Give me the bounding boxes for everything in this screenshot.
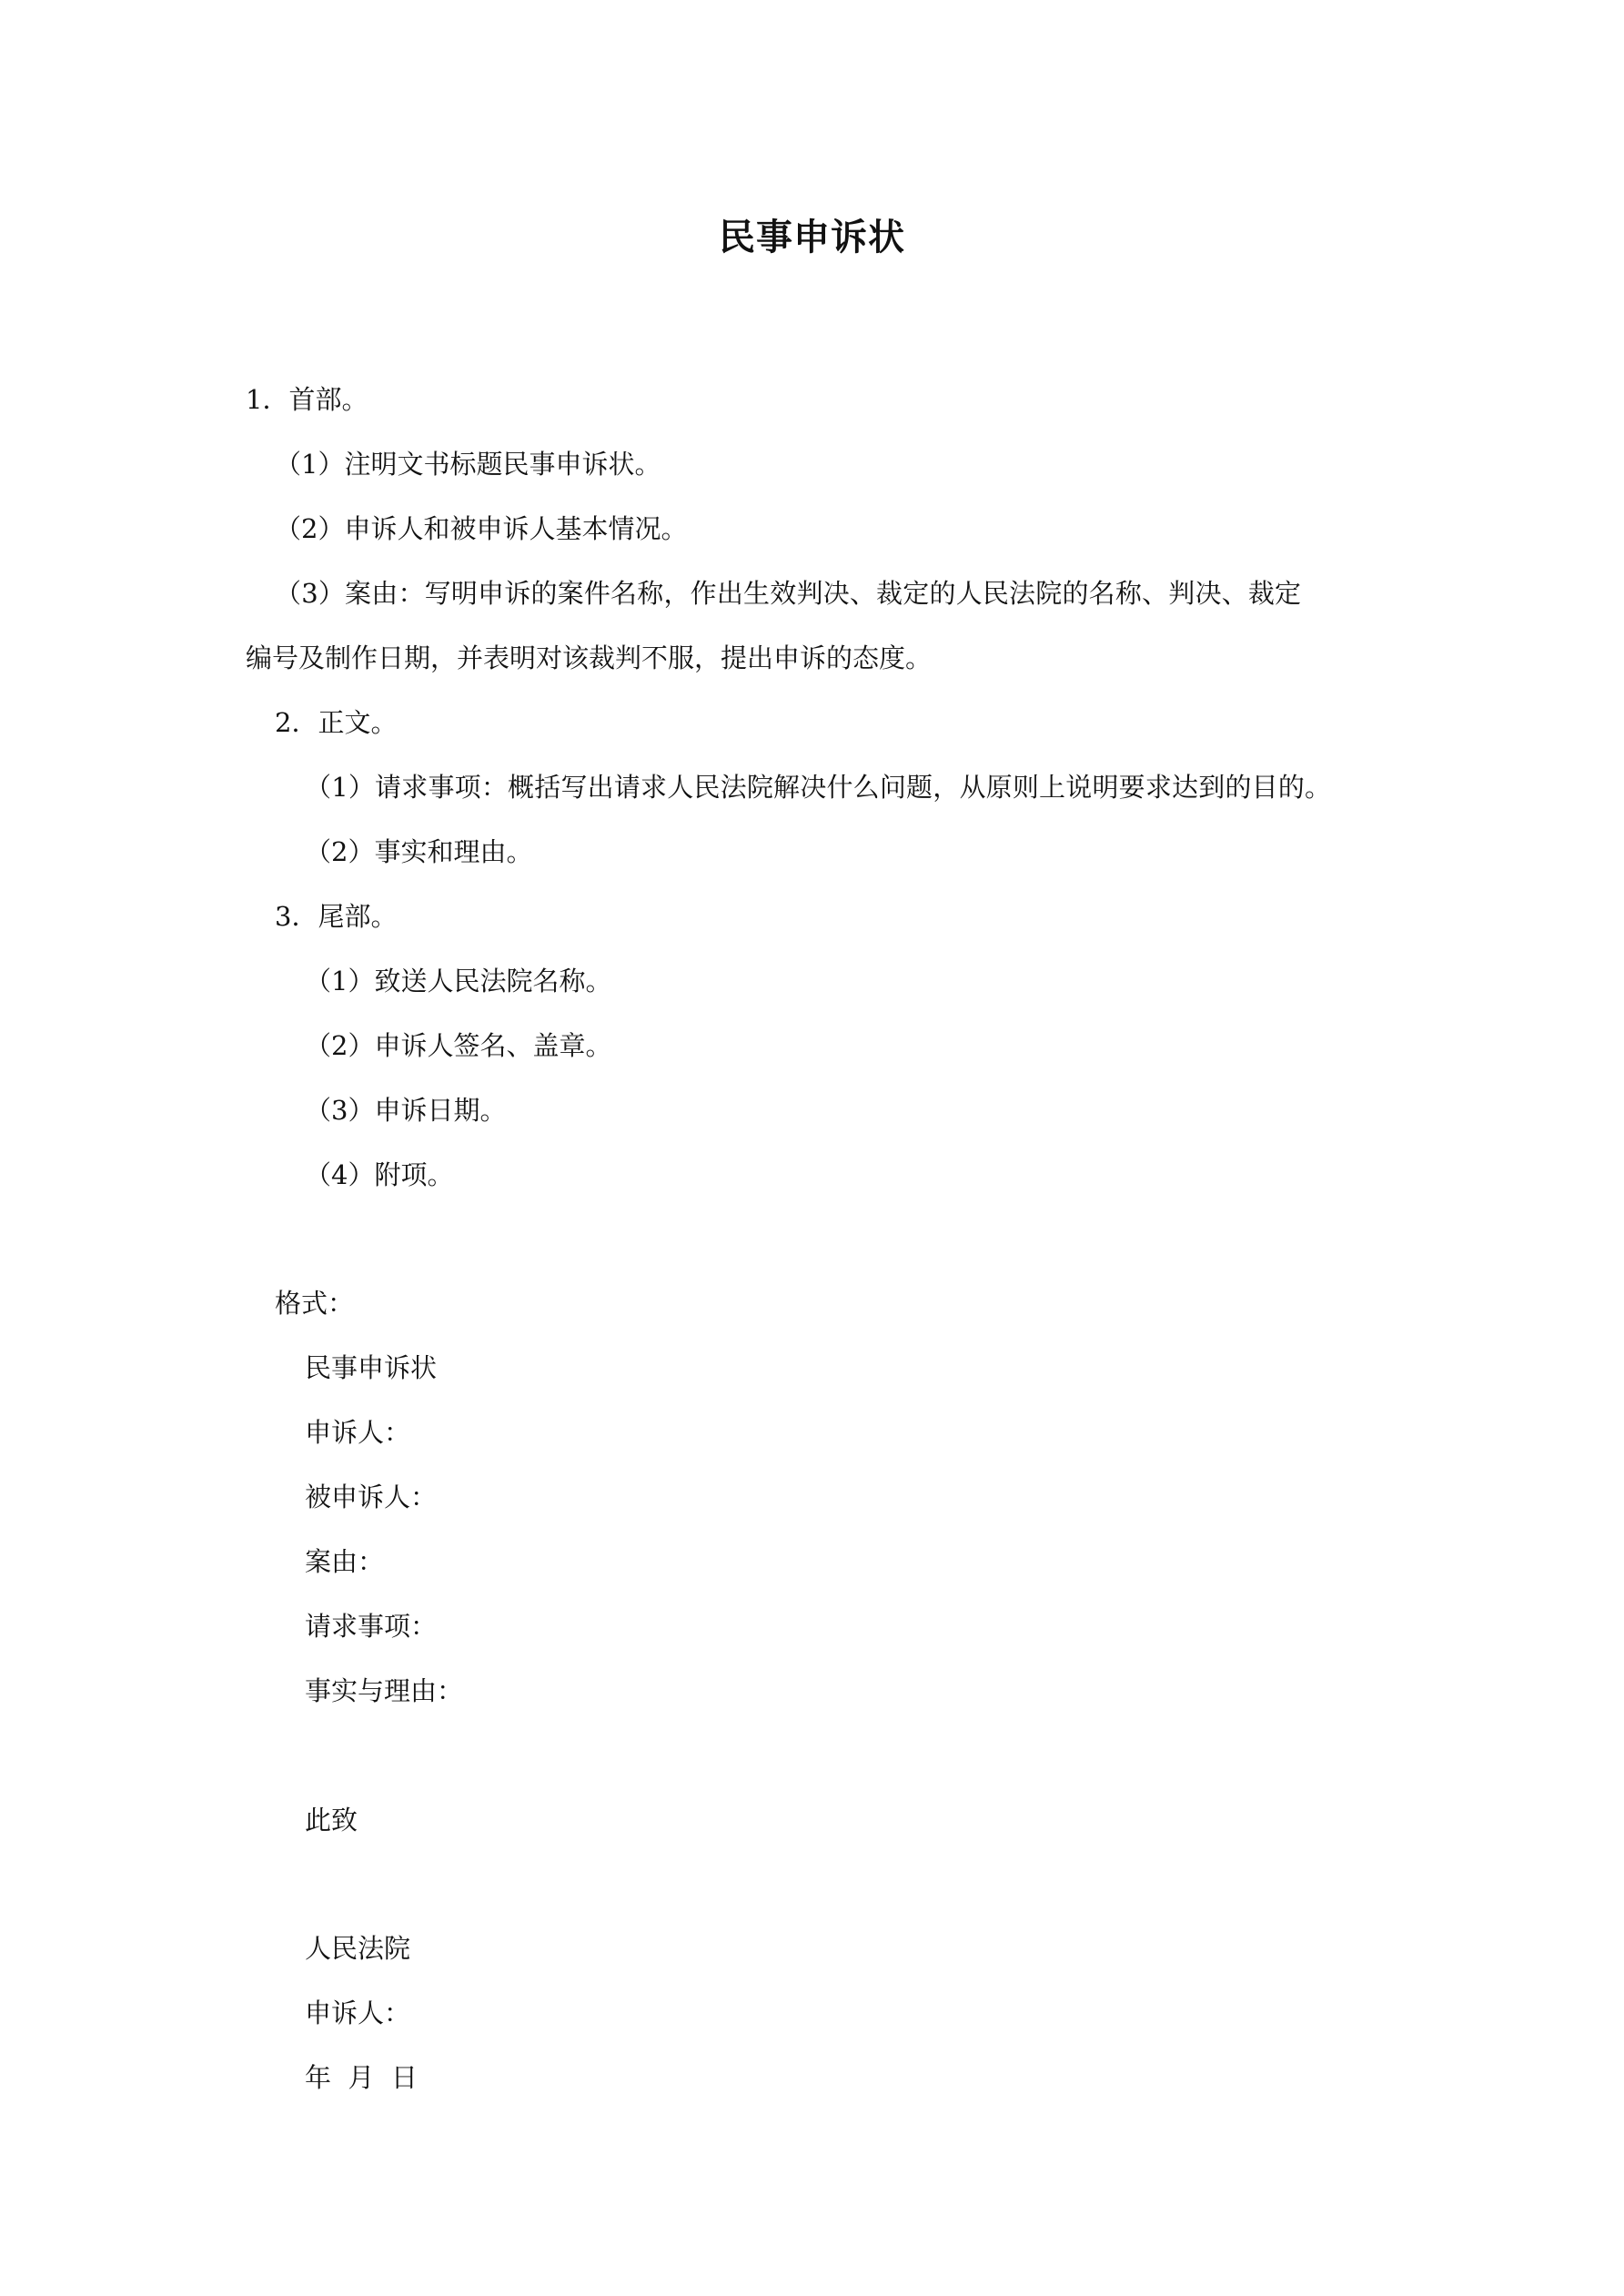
format-closing: 此致 [305,1805,358,1836]
format-court: 人民法院 [305,1933,411,1964]
format-field-cause: 案由： [305,1546,385,1577]
section-3-heading: 3．尾部。 [275,901,398,932]
section-3-item-3: （3）申诉日期。 [305,1095,507,1126]
section-3-item-2: （2）申诉人签名、盖章。 [305,1030,612,1061]
format-field-request: 请求事项： [305,1611,438,1642]
section-1-item-3: （3）案由：写明申诉的案件名称，作出生效判决、裁定的人民法院的名称、判决、裁定 [275,578,1302,609]
section-1-item-2: （2）申诉人和被申诉人基本情况。 [275,513,688,544]
format-date: 年 月 日 [305,2062,418,2093]
section-1-heading: 1．首部。 [246,384,368,415]
format-field-respondent: 被申诉人： [305,1482,438,1512]
section-3-item-4: （4）附项。 [305,1159,454,1190]
section-1-item-1: （1）注明文书标题民事申诉状。 [275,449,661,480]
section-3-item-1: （1）致送人民法院名称。 [305,966,612,996]
format-field-appellant: 申诉人： [305,1417,411,1448]
format-label: 格式： [275,1288,355,1319]
section-2-item-2: （2）事实和理由。 [305,836,533,867]
section-2-item-1: （1）请求事项：概括写出请求人民法院解决什么问题，从原则上说明要求达到的目的。 [305,772,1332,803]
format-signer: 申诉人： [305,1998,411,2028]
section-2-heading: 2．正文。 [275,707,398,738]
document-title: 民事申诉状 [719,217,905,258]
format-field-facts-reasons: 事实与理由： [305,1675,464,1706]
section-1-item-3-continuation: 编号及制作日期，并表明对该裁判不服，提出申诉的态度。 [246,642,933,673]
format-title: 民事申诉状 [305,1352,438,1383]
